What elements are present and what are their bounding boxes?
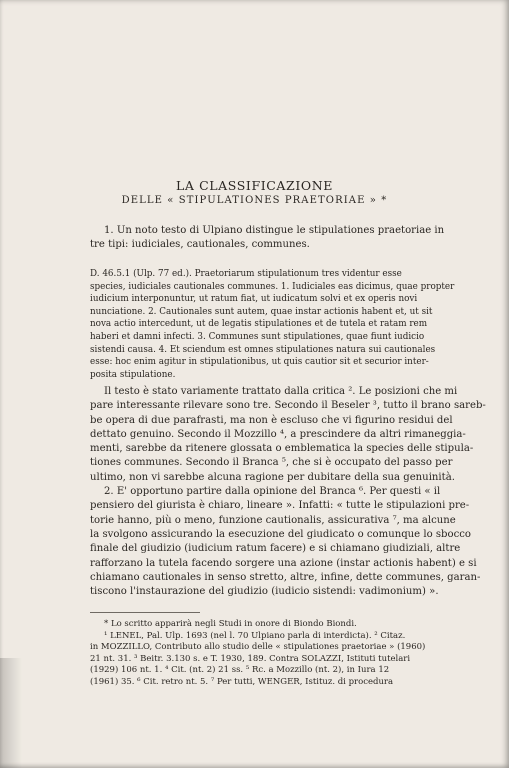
quote-line: nova actio intercedunt, ut de legatis stipulationes et de tutela et ratam rem [90, 319, 428, 330]
text-line: dettato genuino. Secondo il Mozzillo ⁴, a prescindere da altri rimaneggia- [90, 428, 466, 440]
text-line: pensiero del giurista è chiaro, lineare ». Infatti: « tutte le stipulazioni pre- [90, 500, 470, 512]
text-line: pare interessante rilevare sono tre. Secondo il Beseler ³, tutto il brano sareb- [90, 400, 486, 412]
digest-quotation [90, 268, 455, 381]
footnote-line: (1929) 106 nt. 1. ⁴ Cit. (nt. 2) 21 ss. ⁵ Rc. a Mozzillo (nt. 2), in Iura 12 [90, 665, 390, 675]
text-line: Il testo è stato variamente trattato dalla critica ². Le posizioni che mi [104, 386, 458, 397]
text-line: be opera di due parafrasti, ma non è escluso che vi figurino residui del [90, 414, 453, 426]
text-line: 1. Un noto testo di Ulpiano distingue le stipulationes praetoriae in [104, 225, 445, 236]
quote-line: haberi et damni infecti. 3. Communes sunt stipulationes, quae fiunt iudicio [90, 331, 425, 342]
text-line: tiones communes. Secondo il Branca ⁵, che si è occupato del passo per [90, 457, 453, 469]
footnote-divider [90, 612, 200, 613]
quote-line: iudicium interponuntur, ut ratum fiat, ut iudicatum solvi et ex operis novi [90, 294, 418, 305]
footnote-line: ¹ LENEL, Pal. Ulp. 1693 (nel l. 70 Ulpiano parla di interdicta). ² Citaz. [104, 630, 406, 641]
quote-line: nunciatione. 2. Cautionales sunt autem, quae instar actionis habent et, ut sit [90, 306, 433, 317]
body-text [90, 385, 486, 599]
intro-paragraph [90, 224, 450, 253]
footnote-line: * Lo scritto apparirà negli Studi in onore di Biondo Biondi. [104, 619, 357, 629]
footnote-line: 21 nt. 31. ³ Beitr. 3.130 s. e T. 1930, 189. Contra SOLAZZI, Istituti tutelari [90, 653, 411, 664]
article-title: LA CLASSIFICAZIONE [176, 178, 333, 193]
text-line: tiscono l'instaurazione del giudizio (iudicio sistendi: vadimonium) ». [90, 586, 439, 598]
quote-line: species, iudiciales cautionales communes. 1. Iudiciales eas dicimus, quae propter [90, 281, 455, 292]
quote-line: sistendi causa. 4. Et sciendum est omnes stipulationes natura sui cautionales [90, 344, 436, 355]
page-shadow [0, 658, 22, 768]
quote-line: D. 46.5.1 (Ulp. 77 ed.). Praetoriarum stipulationum tres videntur esse [90, 269, 402, 279]
text-line: rafforzano la tutela facendo sorgere una azione (instar actionis habent) e si [90, 557, 477, 569]
footnote-line: (1961) 35. ⁶ Cit. retro nt. 5. ⁷ Per tutti, WENGER, Istituz. di procedura [90, 676, 394, 687]
quote-line: esse: hoc enim agitur in stipulationibus, ut quis cautior sit et securior inter- [90, 357, 429, 368]
text-line: ultimo, non vi sarebbe alcuna ragione per dubitare della sua genuinità. [90, 471, 455, 483]
text-line: torie hanno, più o meno, funzione cautionalis, assicurativa ⁷, ma alcune [90, 514, 456, 526]
text-line: finale del giudizio (iudicium ratum facere) e si chiamano giudiziali, altre [90, 543, 461, 555]
text-line: tre tipi: iudiciales, cautionales, communes. [90, 239, 310, 251]
footnote-line: in MOZZILLO, Contributo allo studio delle « stipulationes praetoriae » (1960) [90, 642, 426, 652]
text-line: 2. E' opportuno partire dalla opinione del Branca ⁶. Per questi « il [104, 486, 441, 498]
quote-line: posita stipulatione. [90, 369, 176, 380]
text-line: chiamano cautionales in senso stretto, altre, infine, dette communes, garan- [90, 571, 481, 583]
article-subtitle: DELLE « STIPULATIONES PRAETORIAE » * [121, 195, 388, 206]
text-line: la svolgono assicurando la esecuzione del giudicato o comunque lo sbocco [90, 528, 471, 540]
text-line: menti, sarebbe da ritenere glossata o emblematica la species delle stipula- [90, 443, 474, 455]
footnotes [90, 619, 452, 688]
